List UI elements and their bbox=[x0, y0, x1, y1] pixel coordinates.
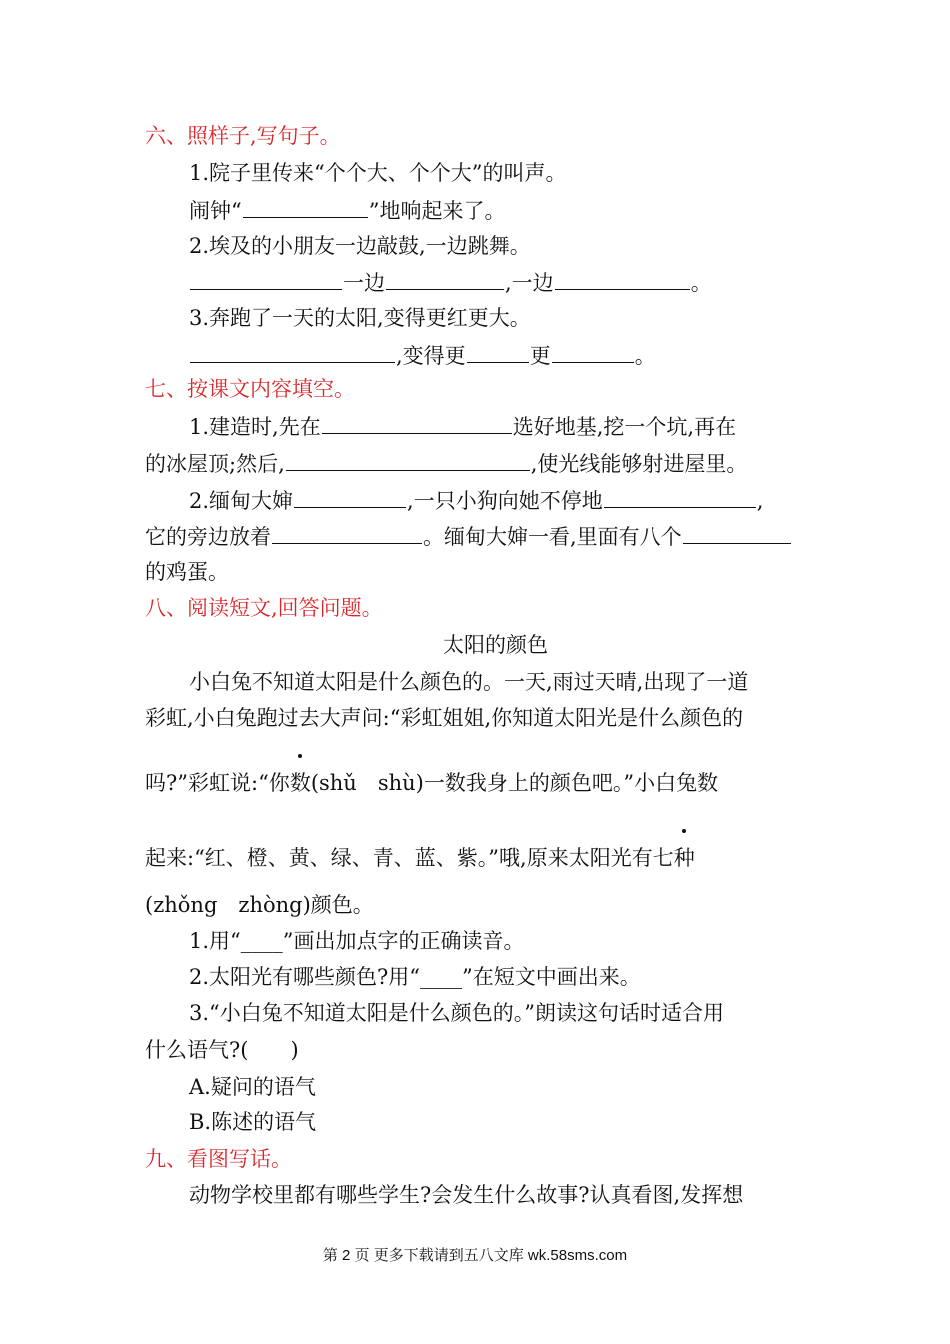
option-b[interactable]: B.陈述的语气 bbox=[189, 1110, 317, 1134]
s6-q2-answer bbox=[189, 267, 712, 298]
story-p4-a: 起来:“红、橙、黄、绿、青、蓝、紫。”哦,原来太阳光有七 bbox=[145, 846, 674, 870]
answer-blank[interactable] bbox=[294, 485, 406, 508]
s8-q1: 1.用“____”画出加点字的正确读音。 bbox=[189, 929, 525, 953]
s6-q2: 2.埃及的小朋友一边敲鼓,一边跳舞。 bbox=[189, 234, 531, 258]
answer-blank[interactable] bbox=[190, 267, 342, 290]
story-p3-b: (shǔ shù)一数我身上的颜色吧。”小白兔数 bbox=[310, 771, 719, 795]
s8-q2: 2.太阳光有哪些颜色?用“____”在短文中画出来。 bbox=[189, 965, 641, 989]
answer-blank[interactable] bbox=[467, 340, 529, 363]
s7-l2-a: 的冰屋顶;然后, bbox=[145, 452, 285, 476]
story-paragraph-line bbox=[145, 843, 695, 873]
s6-q2a-3: 。 bbox=[690, 271, 712, 295]
section-7-title: 七、按课文内容填空。 bbox=[145, 377, 355, 401]
s7-line-4 bbox=[145, 521, 792, 552]
s7-l1-b: 选好地基,挖一个坑,再在 bbox=[512, 415, 737, 439]
dotted-character: 数 bbox=[290, 768, 311, 798]
s6-q1a-pre: 闹钟“ bbox=[189, 199, 242, 223]
section-8-title: 八、阅读短文,回答问题。 bbox=[145, 596, 383, 620]
answer-blank[interactable] bbox=[272, 521, 422, 544]
s8-q3-line-2: 什么语气?( ) bbox=[145, 1038, 299, 1062]
answer-blank[interactable] bbox=[322, 411, 512, 434]
story-title: 太阳的颜色 bbox=[443, 633, 548, 657]
section-6-title: 六、照样子,写句子。 bbox=[145, 124, 341, 148]
answer-blank[interactable] bbox=[604, 485, 756, 508]
s7-line-5: 的鸡蛋。 bbox=[145, 560, 229, 584]
s7-line-1 bbox=[189, 411, 736, 442]
s7-l3-c: , bbox=[756, 489, 764, 513]
s6-q3a-2: 更 bbox=[529, 344, 551, 368]
s7-l4-a: 它的旁边放着 bbox=[145, 525, 271, 549]
answer-blank[interactable] bbox=[243, 195, 368, 218]
s6-q3: 3.奔跑了一天的太阳,变得更红更大。 bbox=[189, 306, 531, 330]
answer-blank[interactable] bbox=[683, 521, 791, 544]
story-paragraph-line bbox=[145, 768, 718, 798]
answer-blank[interactable] bbox=[286, 448, 530, 471]
s8-q3-line-1: 3.“小白兔不知道太阳是什么颜色的。”朗读这句话时适合用 bbox=[189, 1001, 725, 1025]
s6-q1-answer bbox=[189, 195, 506, 226]
option-a[interactable]: A.疑问的语气 bbox=[189, 1075, 316, 1099]
answer-blank[interactable] bbox=[386, 267, 504, 290]
s9-paragraph-line: 动物学校里都有哪些学生?会发生什么故事?认真看图,发挥想 bbox=[189, 1183, 744, 1207]
s7-l3-a: 2.缅甸大婶 bbox=[189, 489, 294, 513]
s7-l4-b: 。缅甸大婶一看,里面有八个 bbox=[423, 525, 682, 549]
story-paragraph-line: 彩虹,小白兔跑过去大声问:“彩虹姐姐,你知道太阳光是什么颜色的 bbox=[145, 706, 744, 730]
s6-q3a-3: 。 bbox=[634, 344, 656, 368]
s7-line-3 bbox=[189, 485, 763, 516]
answer-blank[interactable] bbox=[555, 267, 690, 290]
s6-q2a-2: ,一边 bbox=[505, 271, 554, 295]
page-footer: 第 2 页 更多下载请到五八文库 wk.58sms.com bbox=[322, 1247, 628, 1264]
s7-l1-a: 1.建造时,先在 bbox=[189, 415, 321, 439]
s6-q1a-post: ”地响起来了。 bbox=[368, 199, 506, 223]
s7-line-2 bbox=[145, 448, 747, 479]
answer-blank[interactable] bbox=[190, 340, 395, 363]
dotted-character: 种 bbox=[674, 843, 695, 873]
s6-q3a-1: ,变得更 bbox=[396, 344, 466, 368]
answer-blank[interactable] bbox=[552, 340, 634, 363]
s6-q3-answer bbox=[189, 340, 656, 371]
s6-q2a-1: 一边 bbox=[343, 271, 385, 295]
story-paragraph-line: 小白兔不知道太阳是什么颜色的。一天,雨过天晴,出现了一道 bbox=[189, 670, 749, 694]
s7-l2-b: ,使光线能够射进屋里。 bbox=[530, 452, 748, 476]
story-paragraph-line: (zhǒng zhòng)颜色。 bbox=[145, 893, 374, 917]
s6-q1: 1.院子里传来“个个大、个个大”的叫声。 bbox=[189, 161, 567, 185]
section-9-title: 九、看图写话。 bbox=[145, 1147, 292, 1171]
s7-l3-b: ,一只小狗向她不停地 bbox=[407, 489, 603, 513]
story-p3-a: 吗?”彩虹说:“你 bbox=[145, 771, 290, 795]
